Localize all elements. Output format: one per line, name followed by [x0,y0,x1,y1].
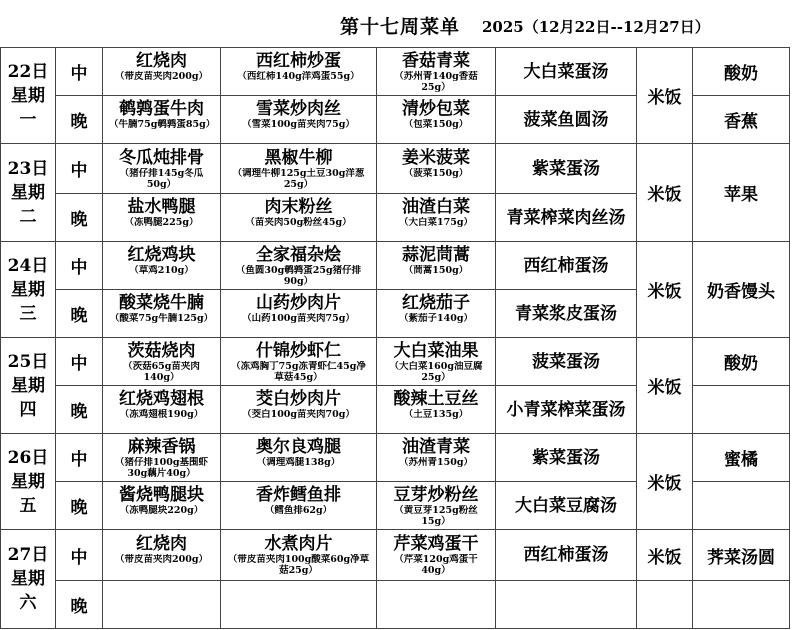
staple-cell [637,144,693,242]
dish-name: 麻辣香锅 [127,436,196,457]
day-cell [1,530,56,629]
day-weekday: 星期 [11,279,45,300]
menu-row [1,434,790,482]
day-date: 27日 [7,545,49,565]
dish-ingredients: （草鸡210g） [129,264,194,276]
soup-cell [496,386,637,434]
soup-name: 西红柿蛋汤 [523,255,609,276]
extra-item: 苹果 [724,185,758,205]
dish-ingredients: （冻鸭腿225g） [124,216,199,228]
dish-name: 油渣青菜 [402,436,470,457]
dish-cell [221,48,377,96]
soup-cell [496,530,637,581]
extra-item: 酸奶 [724,354,758,374]
soup-name: 西红柿蛋汤 [523,545,609,565]
day-weekday-num: 三 [19,303,37,324]
dish-cell [103,96,221,144]
dish-cell [221,530,377,581]
dish-cell [103,242,221,290]
dish-name: 山药炒肉片 [256,292,341,313]
dish-ingredients: （冻鸭腿块220g） [119,504,204,516]
dish-name: 酱烧鸭腿块 [119,484,204,505]
dish-name: 红烧鸡翅根 [119,388,204,409]
dish-name: 西红柿炒蛋 [256,50,341,71]
dish-ingredients: （紫茄子140g） [399,312,473,324]
dish-name: 盐水鸭腿 [127,196,196,217]
dish-name: 雪菜炒肉丝 [256,98,341,119]
dish-name: 香炸鳕鱼排 [256,484,341,505]
dish-name: 豆芽炒粉丝 [393,484,479,505]
staple-cell [637,581,693,629]
dish-ingredients: （茨菇65g苗夹肉140g） [123,360,200,383]
soup-cell [496,434,637,482]
dish-ingredients: （鱼圆30g鹌鹑蛋25g猪仔排90g） [235,264,362,287]
meal-label: 晚 [70,402,88,422]
soup-cell [496,482,637,530]
meal-label: 中 [70,161,88,181]
day-date: 26日 [7,447,49,468]
dish-cell [103,386,221,434]
meal-label-cell [56,144,103,194]
dish-name: 肉末粉丝 [264,196,333,217]
dish-ingredients: （茭白100g苗夹肉70g） [242,408,355,420]
staple-food: 米饭 [647,547,682,568]
dish-cell [377,96,496,144]
meal-label-cell [56,338,103,386]
dish-ingredients: （包菜150g） [403,118,469,130]
extra-item: 蜜橘 [724,450,758,470]
dish-name: 红烧茄子 [402,292,470,313]
meal-label-cell [56,96,103,144]
meal-label-cell [56,530,103,581]
dish-name: 酸菜烧牛腩 [119,292,204,313]
soup-name: 菠菜鱼圆汤 [523,109,609,130]
extra-cell [693,48,790,96]
dish-name: 茭白炒肉片 [256,388,341,409]
dish-ingredients: （带皮苗夹肉200g） [115,554,208,565]
dish-ingredients: （大白菜160g油豆腐25g） [389,360,483,383]
dish-name: 水煮肉片 [264,534,333,554]
dish-ingredients [221,594,376,616]
day-date: 24日 [7,255,49,276]
dish-cell [377,194,496,242]
menu-row [1,242,790,290]
menu-header [0,10,794,44]
meal-label-cell [56,434,103,482]
soup-name: 青菜榨菜肉丝汤 [506,207,626,228]
dish-name: 红烧肉 [136,534,187,554]
dish-cell [103,338,221,386]
menu-date-range: 2025（12月22日--12月27日） [482,18,710,36]
dish-ingredients: （茼蒿150g） [403,264,469,276]
meal-label: 晚 [70,112,88,132]
dish-name: 大白菜油果 [393,340,479,361]
soup-name: 大白菜蛋汤 [523,61,609,82]
soup-name: 紫菜蛋汤 [532,158,600,179]
dish-name: 蒜泥茼蒿 [402,244,470,265]
dish-ingredients: （带皮苗夹肉200g） [115,70,208,82]
meal-label: 晚 [70,210,88,230]
soup-cell [496,96,637,144]
day-weekday-num: 四 [19,399,37,420]
meal-label: 中 [70,354,88,374]
dish-cell [103,144,221,194]
dish-ingredients [103,594,220,616]
day-weekday: 星期 [11,85,45,106]
dish-cell [221,338,377,386]
staple-cell [637,48,693,144]
day-date: 22日 [7,61,49,82]
dish-name: 鹌鹑蛋牛肉 [119,98,204,119]
menu-table [0,47,790,629]
extra-item: 香蕉 [724,112,758,132]
day-cell [1,242,56,338]
soup-cell [496,581,637,629]
dish-name: 油渣白菜 [402,196,470,217]
dish-cell [221,386,377,434]
meal-label: 晚 [70,498,88,518]
meal-label-cell [56,386,103,434]
dish-name: 红烧肉 [136,50,187,71]
dish-name: 香菇青菜 [402,50,470,71]
meal-label-cell [56,48,103,96]
dish-cell [377,144,496,194]
meal-label: 中 [70,258,88,278]
day-weekday: 星期 [11,182,45,203]
dish-cell [221,242,377,290]
dish-ingredients [377,594,495,616]
dish-name: 芹菜鸡蛋干 [393,534,479,554]
day-weekday-num: 六 [19,593,37,613]
dish-cell [377,482,496,530]
soup-name: 菠菜蛋汤 [532,351,600,372]
menu-row [1,338,790,386]
soup-name: 小青菜榨菜蛋汤 [506,399,626,420]
dish-cell [377,386,496,434]
soup-cell [496,242,637,290]
dish-ingredients: （大白菜175g） [399,216,473,228]
dish-ingredients: （土豆135g） [403,408,469,420]
dish-cell [103,48,221,96]
dish-cell [103,482,221,530]
dish-ingredients: （调理鸡腿138g） [256,456,341,468]
meal-label-cell [56,242,103,290]
soup-name: 大白菜豆腐汤 [515,495,617,516]
soup-name: 紫菜蛋汤 [532,447,600,468]
day-cell [1,434,56,530]
dish-cell [103,194,221,242]
staple-food: 米饭 [647,282,682,302]
extra-cell [693,434,790,482]
dish-ingredients: （雪菜100g苗夹肉75g） [242,118,355,130]
dish-ingredients: （牛腩75g鹌鹑蛋85g） [109,118,216,130]
menu-row [1,530,790,581]
soup-cell [496,144,637,194]
dish-name: 冬瓜炖排骨 [119,147,204,168]
extra-cell [693,386,790,434]
dish-ingredients: （调理牛柳125g土豆30g洋葱25g） [232,167,365,190]
dish-ingredients: （猪仔排145g冬瓜50g） [119,167,204,190]
dish-cell [221,290,377,338]
extra-item: 奶香馒头 [707,282,775,302]
dish-ingredients: （苏州青150g） [399,456,473,468]
dish-ingredients: （西红柿140g洋鸡蛋55g） [237,70,360,82]
extra-item: 酸奶 [724,64,758,84]
dish-cell [103,530,221,581]
extra-cell [693,144,790,242]
soup-cell [496,48,637,96]
day-date: 23日 [7,158,49,179]
extra-cell [693,581,790,629]
menu-row [1,48,790,96]
extra-item: 荠菜汤圆 [707,547,775,568]
dish-name: 茨菇烧肉 [127,340,196,361]
soup-cell [496,338,637,386]
dish-ingredients: （黄豆芽125g粉丝15g） [394,504,478,527]
staple-cell [637,434,693,530]
dish-cell [221,482,377,530]
dish-ingredients: （菠菜150g） [403,167,469,179]
soup-cell [496,194,637,242]
dish-cell [221,194,377,242]
staple-food: 米饭 [647,378,682,398]
dish-name: 全家福杂烩 [256,244,341,265]
dish-ingredients: （苏州青140g香菇25g） [394,70,478,93]
dish-name: 酸辣土豆丝 [393,388,479,409]
dish-ingredients: （冻鸡翅根190g） [119,408,204,420]
menu-row [1,144,790,194]
extra-cell [693,482,790,530]
meal-label: 晚 [70,597,88,617]
meal-label-cell [56,194,103,242]
dish-name: 清炒包菜 [402,98,470,119]
day-weekday-num: 一 [19,109,37,130]
dish-ingredients: （带皮苗夹肉100g酸菜60g净草菇25g） [227,554,370,576]
day-cell [1,338,56,434]
staple-cell [637,338,693,434]
day-weekday: 星期 [11,375,45,396]
staple-food: 米饭 [647,474,682,494]
soup-cell [496,290,637,338]
dish-name: 什锦炒虾仁 [256,340,341,361]
dish-ingredients: （苗夹肉50g粉丝45g） [245,216,352,228]
menu-title: 第十七周菜单 [340,16,461,38]
day-weekday-num: 二 [19,206,37,227]
day-weekday: 星期 [11,471,45,492]
staple-food: 米饭 [647,88,682,108]
dish-cell [377,434,496,482]
meal-label: 晚 [70,306,88,326]
menu-row [1,581,790,629]
meal-label: 中 [70,64,88,84]
dish-name: 姜米菠菜 [402,147,470,168]
staple-food: 米饭 [647,185,682,205]
meal-label-cell [56,482,103,530]
staple-cell [637,242,693,338]
day-date: 25日 [7,351,49,372]
dish-cell [377,290,496,338]
extra-cell [693,530,790,581]
dish-cell [103,434,221,482]
dish-cell [221,434,377,482]
extra-cell [693,242,790,338]
dish-cell [377,530,496,581]
dish-name: 奥尔良鸡腿 [256,436,341,457]
dish-name: 黑椒牛柳 [264,147,333,168]
meal-label-cell [56,290,103,338]
dish-ingredients: （猪仔排100g基围虾30g藕片40g） [115,456,208,479]
meal-label-cell [56,581,103,629]
dish-cell [221,144,377,194]
dish-cell [377,338,496,386]
meal-label: 中 [70,547,88,568]
dish-ingredients: （山药100g苗夹肉75g） [242,312,355,324]
day-cell [1,144,56,242]
staple-cell [637,530,693,581]
extra-cell [693,96,790,144]
dish-ingredients: （酸菜75g牛腩125g） [109,312,214,324]
dish-ingredients: （鳕鱼排62g） [264,504,333,516]
dish-name: 红烧鸡块 [127,244,196,265]
day-weekday-num: 五 [19,495,37,516]
meal-label: 中 [70,450,88,470]
dish-cell [377,242,496,290]
dish-ingredients: （冻鸡胸丁75g冻青虾仁45g净草菇45g） [231,360,366,383]
day-weekday: 星期 [11,569,45,589]
day-cell [1,48,56,144]
dish-cell [103,290,221,338]
dish-cell [377,581,496,629]
dish-cell [103,581,221,629]
dish-ingredients: （芹菜120g鸡蛋干40g） [394,554,478,576]
soup-name: 青菜浆皮蛋汤 [515,303,617,324]
dish-cell [221,96,377,144]
dish-cell [377,48,496,96]
extra-cell [693,338,790,386]
dish-cell [221,581,377,629]
